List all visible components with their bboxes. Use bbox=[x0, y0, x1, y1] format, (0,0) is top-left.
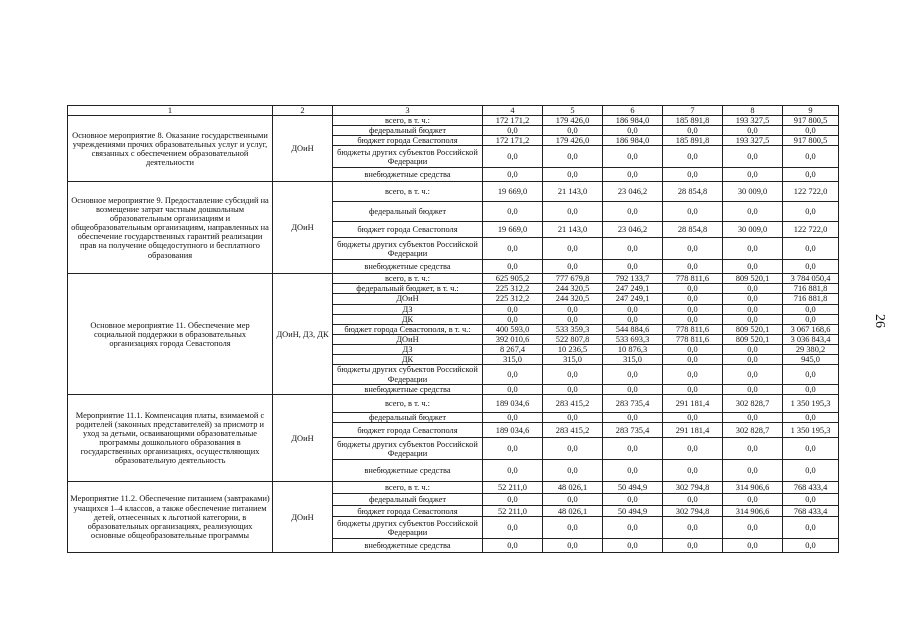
value-cell: 778 811,6 bbox=[663, 274, 723, 284]
value-cell: 0,0 bbox=[663, 460, 723, 482]
value-cell: 0,0 bbox=[723, 517, 783, 539]
funding-source: федеральный бюджет bbox=[333, 202, 483, 222]
value-cell: 0,0 bbox=[783, 202, 839, 222]
value-cell: 0,0 bbox=[783, 126, 839, 136]
measure-name: Основное мероприятие 9. Предоставление субсидий на возмещение затрат частным дошкольным образовательным организациям и общеобразовательным организациям, направленных на обеспечение государственных гарантий реализации прав на получение общедоступного и бесплатного образования bbox=[68, 182, 273, 274]
value-cell: 225 312,2 bbox=[483, 294, 543, 304]
value-cell: 0,0 bbox=[783, 413, 839, 423]
value-cell: 0,0 bbox=[663, 294, 723, 304]
header-cell: 8 bbox=[723, 106, 783, 116]
funding-source: всего, в т. ч.: bbox=[333, 482, 483, 494]
value-cell: 30 009,0 bbox=[723, 182, 783, 202]
funding-source: бюджет города Севастополя bbox=[333, 423, 483, 438]
value-cell: 0,0 bbox=[663, 494, 723, 506]
value-cell: 10 876,3 bbox=[603, 344, 663, 354]
funding-source: бюджет города Севастополя bbox=[333, 506, 483, 517]
table-body bbox=[68, 116, 839, 553]
value-cell: 0,0 bbox=[543, 314, 603, 324]
value-cell: 0,0 bbox=[723, 284, 783, 294]
value-cell: 0,0 bbox=[603, 304, 663, 314]
table-row bbox=[68, 482, 839, 494]
value-cell: 302 828,7 bbox=[723, 423, 783, 438]
value-cell: 314 906,6 bbox=[723, 506, 783, 517]
value-cell: 0,0 bbox=[603, 365, 663, 385]
value-cell: 0,0 bbox=[603, 517, 663, 539]
value-cell: 50 494,9 bbox=[603, 482, 663, 494]
value-cell: 302 794,8 bbox=[663, 506, 723, 517]
value-cell: 0,0 bbox=[543, 168, 603, 182]
value-cell: 0,0 bbox=[723, 260, 783, 274]
value-cell: 0,0 bbox=[603, 539, 663, 553]
value-cell: 0,0 bbox=[603, 146, 663, 168]
value-cell: 28 854,8 bbox=[663, 182, 723, 202]
executor-cell: ДОиН bbox=[273, 482, 333, 553]
value-cell: 917 800,5 bbox=[783, 136, 839, 146]
value-cell: 0,0 bbox=[723, 238, 783, 260]
executor-cell: ДОиН bbox=[273, 116, 333, 182]
value-cell: 0,0 bbox=[723, 202, 783, 222]
value-cell: 302 828,7 bbox=[723, 395, 783, 413]
value-cell: 283 415,2 bbox=[543, 423, 603, 438]
value-cell: 0,0 bbox=[603, 238, 663, 260]
value-cell: 0,0 bbox=[783, 238, 839, 260]
value-cell: 0,0 bbox=[483, 365, 543, 385]
value-cell: 291 181,4 bbox=[663, 423, 723, 438]
value-cell: 0,0 bbox=[783, 494, 839, 506]
value-cell: 0,0 bbox=[723, 494, 783, 506]
value-cell: 0,0 bbox=[723, 304, 783, 314]
value-cell: 0,0 bbox=[723, 385, 783, 395]
value-cell: 533 359,3 bbox=[543, 324, 603, 334]
value-cell: 0,0 bbox=[663, 314, 723, 324]
value-cell: 185 891,8 bbox=[663, 136, 723, 146]
value-cell: 0,0 bbox=[483, 494, 543, 506]
value-cell: 0,0 bbox=[543, 365, 603, 385]
value-cell: 0,0 bbox=[663, 344, 723, 354]
value-cell: 244 320,5 bbox=[543, 284, 603, 294]
funding-source: внебюджетные средства bbox=[333, 260, 483, 274]
value-cell: 0,0 bbox=[483, 517, 543, 539]
value-cell: 0,0 bbox=[723, 539, 783, 553]
value-cell: 0,0 bbox=[603, 168, 663, 182]
value-cell: 21 143,0 bbox=[543, 182, 603, 202]
value-cell: 768 433,4 bbox=[783, 482, 839, 494]
value-cell: 291 181,4 bbox=[663, 395, 723, 413]
value-cell: 0,0 bbox=[603, 314, 663, 324]
value-cell: 0,0 bbox=[723, 126, 783, 136]
value-cell: 193 327,5 bbox=[723, 136, 783, 146]
funding-source: бюджеты других субъектов Российской Федерации bbox=[333, 365, 483, 385]
value-cell: 0,0 bbox=[543, 413, 603, 423]
value-cell: 0,0 bbox=[543, 146, 603, 168]
value-cell: 0,0 bbox=[783, 438, 839, 460]
value-cell: 3 784 050,4 bbox=[783, 274, 839, 284]
funding-source: всего, в т. ч.: bbox=[333, 274, 483, 284]
header-cell: 6 bbox=[603, 106, 663, 116]
value-cell: 0,0 bbox=[483, 413, 543, 423]
header-cell: 1 bbox=[68, 106, 273, 116]
header-cell: 3 bbox=[333, 106, 483, 116]
funding-source: внебюджетные средства bbox=[333, 385, 483, 395]
value-cell: 809 520,1 bbox=[723, 334, 783, 344]
value-cell: 0,0 bbox=[783, 460, 839, 482]
funding-source: внебюджетные средства bbox=[333, 168, 483, 182]
value-cell: 0,0 bbox=[543, 126, 603, 136]
value-cell: 122 722,0 bbox=[783, 182, 839, 202]
value-cell: 778 811,6 bbox=[663, 324, 723, 334]
funding-source: федеральный бюджет bbox=[333, 413, 483, 423]
value-cell: 23 046,2 bbox=[603, 222, 663, 238]
value-cell: 0,0 bbox=[663, 304, 723, 314]
value-cell: 0,0 bbox=[783, 517, 839, 539]
executor-cell: ДОиН bbox=[273, 395, 333, 482]
funding-source: ДЗ bbox=[333, 344, 483, 354]
header-cell: 2 bbox=[273, 106, 333, 116]
header-cell: 4 bbox=[483, 106, 543, 116]
value-cell: 0,0 bbox=[543, 517, 603, 539]
value-cell: 0,0 bbox=[663, 365, 723, 385]
value-cell: 0,0 bbox=[783, 146, 839, 168]
header-row bbox=[68, 106, 839, 116]
value-cell: 1 350 195,3 bbox=[783, 423, 839, 438]
value-cell: 0,0 bbox=[543, 494, 603, 506]
value-cell: 19 669,0 bbox=[483, 182, 543, 202]
value-cell: 625 905,2 bbox=[483, 274, 543, 284]
value-cell: 48 026,1 bbox=[543, 506, 603, 517]
value-cell: 30 009,0 bbox=[723, 222, 783, 238]
value-cell: 0,0 bbox=[483, 304, 543, 314]
value-cell: 315,0 bbox=[483, 354, 543, 364]
value-cell: 8 267,4 bbox=[483, 344, 543, 354]
value-cell: 0,0 bbox=[723, 314, 783, 324]
value-cell: 3 036 843,4 bbox=[783, 334, 839, 344]
value-cell: 0,0 bbox=[483, 238, 543, 260]
value-cell: 0,0 bbox=[783, 260, 839, 274]
value-cell: 3 067 168,6 bbox=[783, 324, 839, 334]
value-cell: 0,0 bbox=[663, 539, 723, 553]
value-cell: 122 722,0 bbox=[783, 222, 839, 238]
value-cell: 917 800,5 bbox=[783, 116, 839, 126]
value-cell: 179 426,0 bbox=[543, 136, 603, 146]
value-cell: 247 249,1 bbox=[603, 294, 663, 304]
table-row bbox=[68, 116, 839, 126]
funding-source: бюджет города Севастополя bbox=[333, 136, 483, 146]
value-cell: 809 520,1 bbox=[723, 274, 783, 284]
value-cell: 179 426,0 bbox=[543, 116, 603, 126]
funding-source: внебюджетные средства bbox=[333, 460, 483, 482]
value-cell: 0,0 bbox=[483, 460, 543, 482]
value-cell: 0,0 bbox=[663, 413, 723, 423]
value-cell: 50 494,9 bbox=[603, 506, 663, 517]
value-cell: 0,0 bbox=[723, 168, 783, 182]
value-cell: 315,0 bbox=[543, 354, 603, 364]
value-cell: 0,0 bbox=[603, 460, 663, 482]
value-cell: 400 593,0 bbox=[483, 324, 543, 334]
header-cell: 5 bbox=[543, 106, 603, 116]
measure-name: Основное мероприятие 8. Оказание государственными учреждениями прочих образовательных услуг и услуг, связанных с обеспечением образовательной деятельности bbox=[68, 116, 273, 182]
value-cell: 0,0 bbox=[543, 304, 603, 314]
measure-name: Основное мероприятие 11. Обеспечение мер социальной поддержки в образовательных организациях города Севастополя bbox=[68, 274, 273, 395]
value-cell: 186 984,0 bbox=[603, 116, 663, 126]
value-cell: 0,0 bbox=[663, 284, 723, 294]
value-cell: 0,0 bbox=[723, 354, 783, 364]
value-cell: 19 669,0 bbox=[483, 222, 543, 238]
value-cell: 0,0 bbox=[483, 438, 543, 460]
value-cell: 0,0 bbox=[783, 314, 839, 324]
value-cell: 10 236,5 bbox=[543, 344, 603, 354]
funding-source: ДОиН bbox=[333, 294, 483, 304]
value-cell: 0,0 bbox=[603, 494, 663, 506]
value-cell: 0,0 bbox=[483, 260, 543, 274]
value-cell: 716 881,8 bbox=[783, 284, 839, 294]
value-cell: 189 034,6 bbox=[483, 423, 543, 438]
program-funding-table bbox=[67, 105, 839, 553]
value-cell: 48 026,1 bbox=[543, 482, 603, 494]
value-cell: 0,0 bbox=[723, 438, 783, 460]
value-cell: 0,0 bbox=[663, 238, 723, 260]
value-cell: 0,0 bbox=[543, 438, 603, 460]
value-cell: 0,0 bbox=[603, 202, 663, 222]
value-cell: 193 327,5 bbox=[723, 116, 783, 126]
funding-source: бюджеты других субъектов Российской Федерации bbox=[333, 438, 483, 460]
value-cell: 0,0 bbox=[483, 126, 543, 136]
value-cell: 0,0 bbox=[783, 385, 839, 395]
value-cell: 0,0 bbox=[663, 146, 723, 168]
value-cell: 777 679,8 bbox=[543, 274, 603, 284]
funding-source: всего, в т. ч.: bbox=[333, 182, 483, 202]
value-cell: 244 320,5 bbox=[543, 294, 603, 304]
value-cell: 0,0 bbox=[723, 460, 783, 482]
funding-source: бюджеты других субъектов Российской Федерации bbox=[333, 238, 483, 260]
value-cell: 283 735,4 bbox=[603, 395, 663, 413]
value-cell: 21 143,0 bbox=[543, 222, 603, 238]
funding-source: ДК bbox=[333, 314, 483, 324]
table-row bbox=[68, 182, 839, 202]
value-cell: 792 133,7 bbox=[603, 274, 663, 284]
value-cell: 0,0 bbox=[663, 202, 723, 222]
header-cell: 7 bbox=[663, 106, 723, 116]
value-cell: 0,0 bbox=[663, 385, 723, 395]
value-cell: 315,0 bbox=[603, 354, 663, 364]
funding-source: внебюджетные средства bbox=[333, 539, 483, 553]
value-cell: 0,0 bbox=[723, 344, 783, 354]
value-cell: 0,0 bbox=[603, 413, 663, 423]
value-cell: 0,0 bbox=[543, 385, 603, 395]
value-cell: 52 211,0 bbox=[483, 482, 543, 494]
value-cell: 0,0 bbox=[483, 539, 543, 553]
value-cell: 945,0 bbox=[783, 354, 839, 364]
value-cell: 0,0 bbox=[483, 202, 543, 222]
funding-source: бюджет города Севастополя bbox=[333, 222, 483, 238]
funding-source: всего, в т. ч.: bbox=[333, 116, 483, 126]
measure-name: Мероприятие 11.1. Компенсация платы, взимаемой с родителей (законных представителей) за присмотр и уход за детьми, осваивающими образовательные программы дошкольного образования в государственных организациях, осуществляющих образовательную деятельность bbox=[68, 395, 273, 482]
value-cell: 0,0 bbox=[603, 260, 663, 274]
value-cell: 0,0 bbox=[723, 413, 783, 423]
value-cell: 0,0 bbox=[603, 126, 663, 136]
value-cell: 0,0 bbox=[543, 539, 603, 553]
funding-source: бюджеты других субъектов Российской Федерации bbox=[333, 146, 483, 168]
value-cell: 0,0 bbox=[663, 354, 723, 364]
value-cell: 0,0 bbox=[603, 438, 663, 460]
funding-source: бюджеты других субъектов Российской Федерации bbox=[333, 517, 483, 539]
value-cell: 0,0 bbox=[783, 304, 839, 314]
value-cell: 314 906,6 bbox=[723, 482, 783, 494]
funding-source: ДК bbox=[333, 354, 483, 364]
funding-source: бюджет города Севастополя, в т. ч.: bbox=[333, 324, 483, 334]
value-cell: 533 693,3 bbox=[603, 334, 663, 344]
value-cell: 0,0 bbox=[483, 168, 543, 182]
value-cell: 0,0 bbox=[603, 385, 663, 395]
value-cell: 29 380,2 bbox=[783, 344, 839, 354]
value-cell: 0,0 bbox=[723, 146, 783, 168]
value-cell: 225 312,2 bbox=[483, 284, 543, 294]
value-cell: 52 211,0 bbox=[483, 506, 543, 517]
executor-cell: ДОиН bbox=[273, 182, 333, 274]
value-cell: 0,0 bbox=[483, 146, 543, 168]
funding-source: федеральный бюджет, в т. ч.: bbox=[333, 284, 483, 294]
value-cell: 716 881,8 bbox=[783, 294, 839, 304]
value-cell: 0,0 bbox=[663, 260, 723, 274]
value-cell: 0,0 bbox=[663, 126, 723, 136]
value-cell: 768 433,4 bbox=[783, 506, 839, 517]
value-cell: 0,0 bbox=[483, 385, 543, 395]
value-cell: 0,0 bbox=[783, 539, 839, 553]
value-cell: 247 249,1 bbox=[603, 284, 663, 294]
value-cell: 0,0 bbox=[663, 438, 723, 460]
funding-source: всего, в т. ч.: bbox=[333, 395, 483, 413]
value-cell: 0,0 bbox=[723, 365, 783, 385]
value-cell: 23 046,2 bbox=[603, 182, 663, 202]
value-cell: 186 984,0 bbox=[603, 136, 663, 146]
page-number: 26 bbox=[872, 314, 887, 328]
value-cell: 0,0 bbox=[663, 517, 723, 539]
value-cell: 522 807,8 bbox=[543, 334, 603, 344]
funding-source: федеральный бюджет bbox=[333, 126, 483, 136]
value-cell: 283 735,4 bbox=[603, 423, 663, 438]
funding-source: федеральный бюджет bbox=[333, 494, 483, 506]
value-cell: 0,0 bbox=[783, 168, 839, 182]
value-cell: 392 010,6 bbox=[483, 334, 543, 344]
executor-cell: ДОиН, ДЗ, ДК bbox=[273, 274, 333, 395]
funding-source: ДЗ bbox=[333, 304, 483, 314]
measure-name: Мероприятие 11.2. Обеспечение питанием (завтраками) учащихся 1–4 классов, а также обеспечение питанием детей, отнесенных к льготной категории, в образовательных организациях, реализующих основные общеобразовательные программы bbox=[68, 482, 273, 553]
header-cell: 9 bbox=[783, 106, 839, 116]
table-row bbox=[68, 274, 839, 284]
value-cell: 0,0 bbox=[543, 460, 603, 482]
value-cell: 0,0 bbox=[783, 365, 839, 385]
value-cell: 809 520,1 bbox=[723, 324, 783, 334]
value-cell: 283 415,2 bbox=[543, 395, 603, 413]
value-cell: 302 794,8 bbox=[663, 482, 723, 494]
value-cell: 0,0 bbox=[723, 294, 783, 304]
value-cell: 1 350 195,3 bbox=[783, 395, 839, 413]
value-cell: 544 884,6 bbox=[603, 324, 663, 334]
value-cell: 189 034,6 bbox=[483, 395, 543, 413]
value-cell: 0,0 bbox=[543, 238, 603, 260]
value-cell: 28 854,8 bbox=[663, 222, 723, 238]
funding-source: ДОиН bbox=[333, 334, 483, 344]
value-cell: 0,0 bbox=[663, 168, 723, 182]
value-cell: 185 891,8 bbox=[663, 116, 723, 126]
table-row bbox=[68, 395, 839, 413]
value-cell: 0,0 bbox=[483, 314, 543, 324]
value-cell: 172 171,2 bbox=[483, 116, 543, 126]
value-cell: 0,0 bbox=[543, 260, 603, 274]
value-cell: 0,0 bbox=[543, 202, 603, 222]
value-cell: 172 171,2 bbox=[483, 136, 543, 146]
value-cell: 778 811,6 bbox=[663, 334, 723, 344]
